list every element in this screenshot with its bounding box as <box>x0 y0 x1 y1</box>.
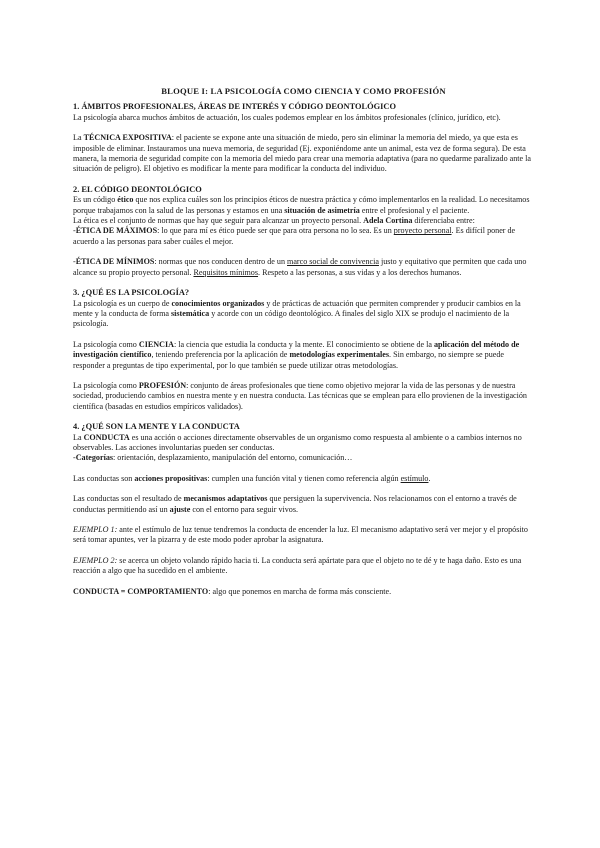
page-title: BLOQUE I: LA PSICOLOGÍA COMO CIENCIA Y COMO PROFESIÓN <box>161 86 446 96</box>
example-paragraph: EJEMPLO 1: ante el estímulo de luz tenue tendremos la conducta de encender la luz. El mecanismo adaptativo será ver mejor y el propósito será tomar apuntes, ver la pizarra y de este modo poder aprobar la asignatura. <box>73 525 528 545</box>
paragraph: La ética es el conjunto de normas que hay que seguir para alcanzar un proyecto personal. Adela Cortina diferenciaba entre: <box>73 216 475 226</box>
paragraph: La TÉCNICA EXPOSITIVA: el paciente se expone ante una situación de miedo, pero sin eliminar la memoria del miedo, ya que esta es imposible de eliminar. Instauramos una nueva memoria, de seguridad (Ej. exponiéndome ante un animal, esta vez de forma segura). De esta manera, la memoria de seguridad compite con la memoria del miedo para crear una memoria adaptativa (para no quedarme paralizado ante la situación de peligro). El objetivo es modificar la mente para modificar la conducta del individuo. <box>73 133 531 174</box>
paragraph: La CONDUCTA es una acción o acciones directamente observables de un organismo como respuesta al ambiente o a cambios internos no observables. Las acciones involuntarias pueden ser conductas. <box>73 432 522 452</box>
list-item: -Categorías: orientación, desplazamiento, manipulación del entorno, comunicación… <box>73 453 353 463</box>
section-heading-4: 4. ¿QUÉ SON LA MENTE Y LA CONDUCTA <box>73 422 240 432</box>
paragraph: La psicología como PROFESIÓN: conjunto de áreas profesionales que tiene como objetivo mejorar la vida de las personas y de nuestra sociedad, produciendo cambios en nuestra mente y en nuestra conducta. Las técnicas que se emplean para ello provienen de la investigación científica (basadas en estudios empíricos validados). <box>73 380 527 411</box>
paragraph: Las conductas son acciones propositivas: cumplen una función vital y tienen como referencia algún estímulo. <box>73 473 431 483</box>
section-heading-2: 2. EL CÓDIGO DEONTOLÓGICO <box>73 184 202 194</box>
paragraph: Es un código ético que nos explica cuáles son los principios éticos de nuestra práctica y cómo implementarlos en la realidad. Lo necesitamos porque trabajamos con la salud de las personas y estamos en una situación de asimetría entre el profesional y el paciente. <box>73 195 530 215</box>
section-heading-3: 3. ¿QUÉ ES LA PSICOLOGÍA? <box>73 288 190 298</box>
section-heading-1: 1. ÁMBITOS PROFESIONALES, ÁREAS DE INTERÉS Y CÓDIGO DEONTOLÓGICO <box>73 102 396 112</box>
paragraph: La psicología es un cuerpo de conocimientos organizados y de prácticas de actuación que permiten comprender y producir cambios en la mente y la conducta de forma sistemática y acorde con un código deontológico. A finales del siglo XIX se produjo el nacimiento de la psicología. <box>73 298 521 329</box>
paragraph: La psicología abarca muchos ámbitos de actuación, los cuales podemos emplear en los ámbitos profesionales (clínico, jurídico, etc). <box>73 112 501 122</box>
paragraph: Las conductas son el resultado de mecanismos adaptativos que persiguen la supervivencia. Nos relacionamos con el entorno a través de conductas permitiendo así un ajuste con el entorno para seguir vivos. <box>73 494 517 514</box>
list-item: -ÉTICA DE MÍNIMOS: normas que nos conducen dentro de un marco social de convivencia justo y equitativo que permiten que cada uno alcance su propio proyecto personal. Requisitos mínimos. Respeto a las personas, a sus vidas y a los derechos humanos. <box>73 257 527 277</box>
paragraph: CONDUCTA = COMPORTAMIENTO: algo que ponemos en marcha de forma más consciente. <box>73 586 392 596</box>
example-paragraph: EJEMPLO 2: se acerca un objeto volando rápido hacia ti. La conducta será apártate para que el objeto no te dé y te haga daño. Esto es una reacción a algo que ha sucedido en el ambiente. <box>73 555 522 576</box>
list-item: -ÉTICA DE MÁXIMOS: lo que para mí es ético puede ser que para otra persona no lo sea. Es un proyecto personal. Es difícil poner de acuerdo a las personas para saber cuáles el mejor. <box>73 226 516 246</box>
paragraph: La psicología como CIENCIA: la ciencia que estudia la conducta y la mente. El conocimiento se obtiene de la aplicación del método de investigación científico, teniendo preferencia por la aplicación de metodologías experimentales. Sin embargo, no siempre se puede responder a preguntas de tipo experimental, por lo que también se puede utilizar otras metodologías. <box>73 339 520 370</box>
